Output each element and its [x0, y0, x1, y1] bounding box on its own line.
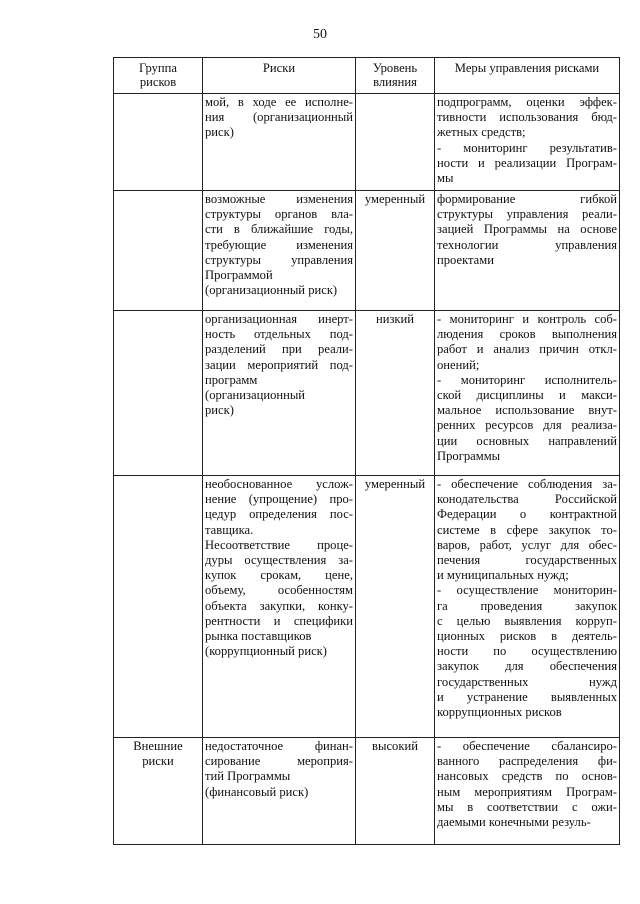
risk-measures-cell-line: мы в соответствии с ожи-: [437, 799, 617, 814]
risk-measures-cell-line: и муниципальных нужд;: [437, 568, 569, 583]
risk-description-cell-line: зации мероприятий под-: [205, 357, 353, 372]
risk-measures-cell-line: государственных нужд: [437, 674, 617, 689]
risk-description-cell-line: сирование мероприя-: [205, 754, 353, 769]
risk-description-cell-line: нение (упрощение) про-: [205, 492, 353, 507]
risk-measures-cell-line: системе в сфере закупок то-: [437, 522, 617, 537]
risk-measures-cell-line: мы: [437, 171, 454, 186]
risk-measures-cell-line: даемыми конечными резуль-: [437, 815, 591, 830]
risk-measures-cell-line: коррупционных рисков: [437, 705, 562, 720]
risk-measures-cell-line: нансовых средств по основ-: [437, 769, 617, 784]
risk-measures-cell-line: подпрограмм, оценки эффек-: [437, 95, 617, 109]
risk-measures-cell-line: - мониторинг результатив-: [437, 140, 617, 155]
risk-measures-cell-line: ности и реализации Програм-: [437, 155, 617, 170]
table-row: [114, 94, 620, 191]
risk-measures-cell: [435, 311, 620, 476]
page-number: 50: [313, 27, 327, 42]
risk-measures-cell-line: тивности использования бюд-: [437, 110, 617, 125]
table-row: [114, 738, 620, 845]
risk-description-cell-line: объему, особенностям: [205, 583, 353, 598]
risk-measures-cell: [435, 476, 620, 738]
risk-measures-cell-line: мальное использование внут-: [437, 403, 617, 418]
risk-measures-cell-line: и устранение выявленных: [437, 689, 617, 704]
header-risk-measures: Меры управления рисками: [435, 58, 620, 94]
risk-description-cell-line: риск): [205, 403, 234, 418]
risk-measures-cell-line: с целью выявления корруп-: [437, 613, 617, 628]
impact-level-cell: высокий: [356, 738, 435, 845]
risk-description-cell-line: ность отдельных под-: [205, 327, 353, 342]
risk-description-cell: [203, 738, 356, 845]
risk-measures-cell-line: структуры управления реали-: [437, 207, 617, 222]
risk-measures-cell-line: га проведения закупок: [437, 598, 617, 613]
risk-description-cell: [203, 191, 356, 311]
risk-description-cell-line: недостаточное финан-: [205, 739, 353, 753]
risk-measures-cell-line: ренних ресурсов для реализа-: [437, 418, 617, 433]
table-row: [114, 476, 620, 738]
risk-description-cell: [203, 311, 356, 476]
risk-description-cell-line: структуры управления: [205, 252, 353, 267]
impact-level-cell: умеренный: [356, 476, 435, 738]
risk-group-cell: [114, 94, 203, 191]
risk-description-cell-line: мой, в ходе ее исполне-: [205, 95, 353, 109]
risk-description-cell-line: ния (организационный: [205, 110, 353, 125]
table-row: [114, 191, 620, 311]
risk-description-cell-line: дуры осуществления за-: [205, 553, 353, 568]
risk-description-cell-line: требующие изменения: [205, 237, 353, 252]
risk-measures-cell-line: ванного распределения фи-: [437, 754, 617, 769]
risk-measures-cell-line: ции основных направлений: [437, 433, 617, 448]
risk-description-cell-line: (коррупционный риск): [205, 644, 327, 659]
risk-description-cell-line: цедур определения пос-: [205, 507, 353, 522]
risk-description-cell-line: необоснованное услож-: [205, 477, 353, 491]
risk-measures-cell-line: жетных средств;: [437, 125, 526, 140]
risk-measures-cell-line: - осуществление мониторин-: [437, 583, 617, 598]
risk-measures-cell-line: ционных рисков в деятель-: [437, 629, 617, 644]
risk-measures-cell-line: - мониторинг и контроль соб-: [437, 312, 617, 326]
header-risks: Риски: [203, 58, 356, 94]
risk-measures-cell-line: - обеспечение соблюдения за-: [437, 477, 617, 491]
risk-description-cell-line: (организационный: [205, 388, 306, 403]
risk-measures-cell-line: - обеспечение сбалансиро-: [437, 739, 617, 753]
table-header-row: [114, 58, 620, 94]
header-risk-group: Группа рисков: [114, 58, 203, 94]
impact-level-cell: умеренный: [356, 191, 435, 311]
risk-description-cell: [203, 94, 356, 191]
impact-level-cell: [356, 94, 435, 191]
risk-measures-cell: [435, 738, 620, 845]
risk-measures-cell-line: закупок для обеспечения: [437, 659, 617, 674]
risk-description-cell-line: рентности и специфики: [205, 613, 353, 628]
risk-description-cell-line: сти в ближайшие годы,: [205, 222, 353, 237]
risk-description-cell-line: возможные изменения: [205, 192, 353, 206]
risk-description-cell-line: (финансовый риск): [205, 784, 309, 799]
risk-measures-cell: [435, 94, 620, 191]
risk-measures-cell-line: ности по осуществлению: [437, 644, 617, 659]
risk-measures-cell-line: технологии управления: [437, 237, 617, 252]
risk-measures-cell: [435, 191, 620, 311]
risk-measures-cell-line: работ и анализ причин откл-: [437, 342, 617, 357]
risk-measures-cell-line: людения сроков выполнения: [437, 327, 617, 342]
header-impact-level: Уровень влияния: [356, 58, 435, 94]
risk-description-cell-line: разделений при реали-: [205, 342, 353, 357]
risk-description-cell-line: тавщика.: [205, 522, 254, 537]
risk-management-table: [113, 57, 620, 845]
risk-group-line: риски: [142, 754, 174, 769]
risk-description-cell-line: организационная инерт-: [205, 312, 353, 326]
risk-measures-cell-line: ным мероприятиям Програм-: [437, 784, 617, 799]
risk-measures-cell-line: онений;: [437, 357, 480, 372]
risk-description-cell-line: рынка поставщиков: [205, 629, 312, 644]
risk-measures-cell-line: Федерации о контрактной: [437, 507, 617, 522]
risk-description-cell: [203, 476, 356, 738]
risk-measures-cell-line: - мониторинг исполнитель-: [437, 372, 617, 387]
risk-group-cell: [114, 738, 203, 845]
risk-description-cell-line: объекта закупки, конку-: [205, 598, 353, 613]
risk-measures-cell-line: Программы: [437, 448, 501, 463]
risk-measures-cell-line: проектами: [437, 252, 494, 267]
risk-group-line: Внешние: [133, 739, 183, 753]
risk-measures-cell-line: зацией Программы на основе: [437, 222, 617, 237]
risk-description-cell-line: программ: [205, 372, 258, 387]
risk-group-cell: [114, 476, 203, 738]
risk-group-cell: [114, 191, 203, 311]
impact-level-cell: низкий: [356, 311, 435, 476]
risk-measures-cell-line: варов, работ, услуг для обес-: [437, 537, 617, 552]
risk-group-cell: [114, 311, 203, 476]
risk-measures-cell-line: печения государственных: [437, 553, 617, 568]
risk-description-cell-line: структуры органов вла-: [205, 207, 353, 222]
risk-measures-cell-line: ской дисциплины и макси-: [437, 388, 617, 403]
risk-measures-cell-line: конодательства Российской: [437, 492, 617, 507]
risk-description-cell-line: Несоответствие проце-: [205, 537, 353, 552]
risk-description-cell-line: Программой: [205, 268, 273, 283]
risk-measures-cell-line: формирование гибкой: [437, 192, 617, 206]
table-row: [114, 311, 620, 476]
risk-description-cell-line: риск): [205, 125, 234, 140]
risk-description-cell-line: купок срокам, цене,: [205, 568, 353, 583]
risk-description-cell-line: тий Программы: [205, 769, 291, 784]
risk-description-cell-line: (организационный риск): [205, 283, 338, 298]
